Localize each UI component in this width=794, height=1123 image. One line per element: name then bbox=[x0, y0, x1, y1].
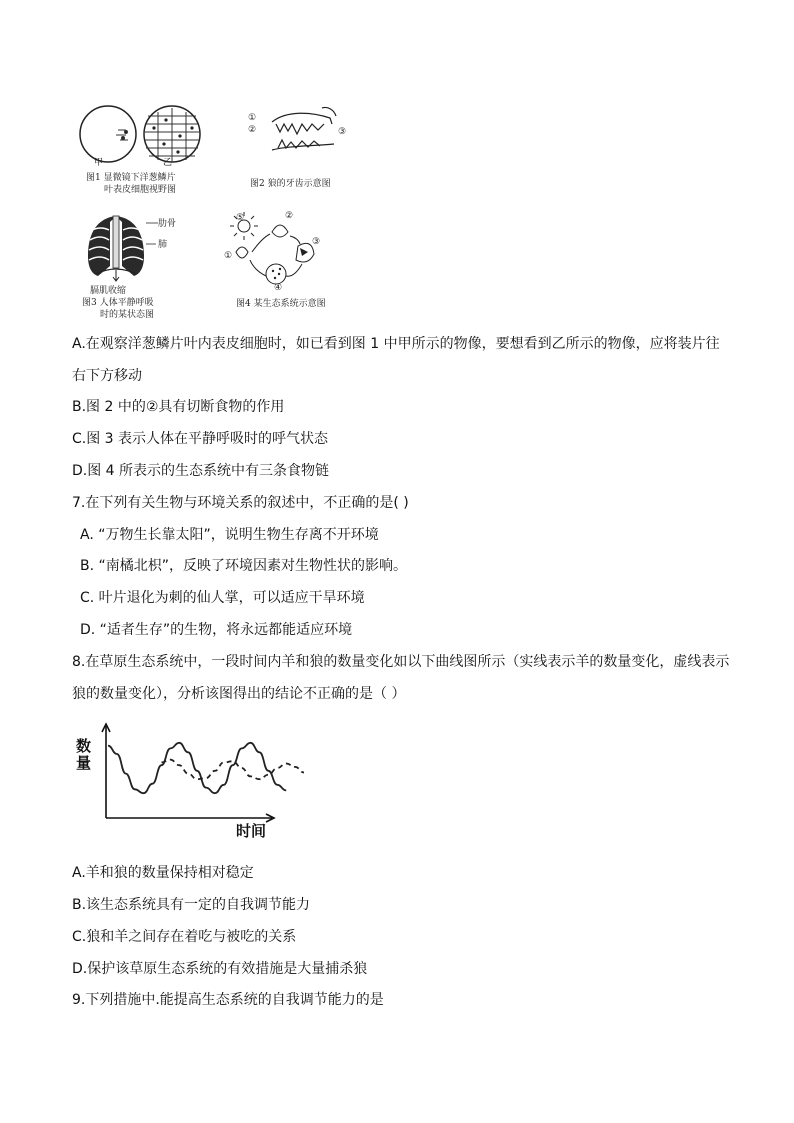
q8-option-d: D.保护该草原生态系统的有效措施是大量捕杀狼 bbox=[72, 961, 368, 977]
figure-2-mark-2: ② bbox=[248, 125, 257, 135]
figure-4-mark-5: ⑤ bbox=[236, 213, 245, 223]
figure-4-mark-1: ① bbox=[224, 251, 233, 261]
q6-option-b: B.图 2 中的②具有切断食物的作用 bbox=[72, 399, 285, 415]
figure-3-ribcage bbox=[84, 212, 148, 282]
chart-y-axis-label: 数量 bbox=[76, 737, 92, 772]
q9-stem: 9.下列措施中.能提高生态系统的自我调节能力的是 bbox=[72, 992, 384, 1008]
figure-2-mark-1: ① bbox=[248, 113, 257, 123]
figure-3-label-lung: 肺 bbox=[158, 240, 168, 250]
series-line-dashed bbox=[162, 760, 305, 780]
figure-1-caption-line1: 图1 显微镜下洋葱鳞片 bbox=[86, 173, 176, 183]
q6-option-c: C.图 3 表示人体在平静呼吸时的呼气状态 bbox=[72, 431, 329, 447]
figure-1-label-a: 甲 bbox=[94, 158, 104, 168]
q6-option-d: D.图 4 所表示的生态系统中有三条食物链 bbox=[72, 463, 330, 479]
q8-option-c: C.狼和羊之间存在着吃与被吃的关系 bbox=[72, 929, 297, 945]
figure-4-mark-4: ④ bbox=[274, 283, 283, 293]
figure-4-mark-3: ③ bbox=[312, 237, 321, 247]
series-line-solid bbox=[108, 743, 286, 793]
q6-option-a-continued: 右下方移动 bbox=[72, 368, 142, 384]
figure-2-mark-3: ③ bbox=[338, 127, 347, 137]
chart-x-axis-label: 时间 bbox=[236, 822, 267, 840]
figure-2-caption: 图2 狼的牙齿示意图 bbox=[250, 179, 331, 189]
figure-3-caption-line2: 时的某状态图 bbox=[100, 310, 155, 320]
figure-1-caption-line2: 叶表皮细胞视野图 bbox=[104, 185, 177, 195]
q7-option-a: A. “万物生长靠太阳”，说明生物生存离不开环境 bbox=[80, 527, 379, 543]
q8-option-b: B.该生态系统具有一定的自我调节能力 bbox=[72, 897, 311, 913]
figure-3-label-diaphragm: 膈肌收缩 bbox=[90, 286, 127, 296]
q8-population-chart bbox=[72, 722, 312, 842]
figure-2-wolf-teeth bbox=[262, 104, 348, 160]
q8-stem-line1: 8.在草原生态系统中，一段时间内羊和狼的数量变化如以下曲线图所示（实线表示羊的数量变化，虚线表示 bbox=[72, 654, 730, 670]
q8-option-a: A.羊和狼的数量保持相对稳定 bbox=[72, 865, 254, 881]
figure-4-caption: 图4 某生态系统示意图 bbox=[236, 299, 326, 309]
q7-option-d: D. “适者生存”的生物，将永远都能适应环境 bbox=[80, 622, 353, 638]
figure-1-label-b: 乙 bbox=[163, 158, 173, 168]
q7-option-c: C. 叶片退化为刺的仙人掌，可以适应干旱环境 bbox=[80, 590, 365, 606]
figure-1-microscope-views bbox=[76, 102, 206, 164]
figure-3-caption-line1: 图3 人体平静呼吸 bbox=[82, 298, 154, 308]
q7-stem: 7.在下列有关生物与环境关系的叙述中，不正确的是( ) bbox=[72, 495, 409, 511]
figure-3-label-rib: 肋骨 bbox=[158, 219, 177, 229]
q6-option-a: A.在观察洋葱鳞片叶内表皮细胞时，如已看到图 1 中甲所示的物像，要想看到乙所示的物像，应将装片往 bbox=[72, 336, 720, 352]
q7-option-b: B. “南橘北枳”，反映了环境因素对生物性状的影响。 bbox=[80, 558, 408, 574]
q8-stem-line2: 狼的数量变化），分析该图得出的结论不正确的是（ ） bbox=[72, 686, 406, 702]
figure-4-mark-2: ② bbox=[285, 211, 294, 221]
